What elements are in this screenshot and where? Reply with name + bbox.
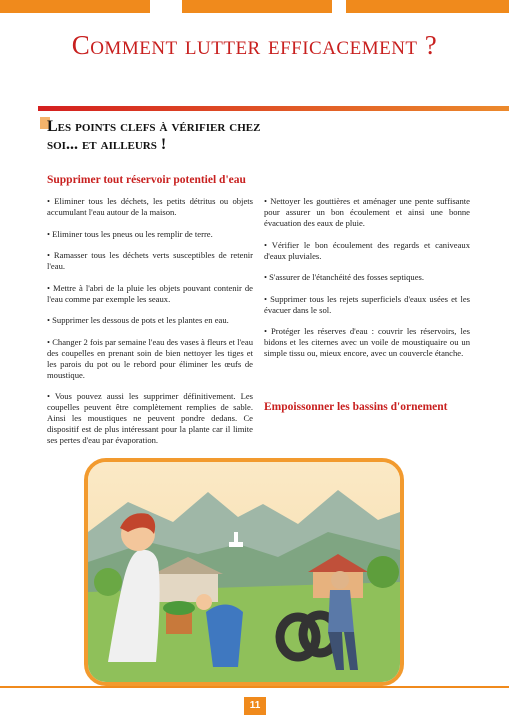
list-item: • Vous pouvez aussi les supprimer définitivement. Les coupelles peuvent être complètement remplies de sable. Ainsi les moustiques ne peuvent pondre dedans. Ce dispositif est de plus intéressant pour la plante car il limite ses pertes d'eau par évaporation. <box>47 391 253 445</box>
list-item: • S'assurer de l'étanchéité des fosses septiques. <box>264 272 425 282</box>
footer-rule <box>0 686 509 688</box>
page-title: Comment lutter efficacement ? <box>71 30 438 60</box>
list-item: • Mettre à l'abri de la pluie les objets pouvant contenir de l'eau comme par exemple les seaux. <box>47 282 253 304</box>
page-number: 11 <box>244 697 266 715</box>
title-divider <box>38 106 509 111</box>
subtitle: Les points clefs à vérifier chez soi... et ailleurs ! <box>47 118 261 153</box>
list-item: • Protéger les réserves d'eau : couvrir les réservoirs, les bidons et les citernes avec un voile de moustiquaire ou un simple tissu ou, mieux encore, avec un couvercle étanche. <box>264 326 470 358</box>
right-column <box>264 196 470 370</box>
list-item: • Supprimer les dessous de pots et les plantes en eau. <box>47 315 229 325</box>
list-item: • Eliminer tous les déchets, les petits détritus ou objets accumulant l'eau autour de la maison. <box>47 196 253 217</box>
top-bar-1 <box>0 0 150 13</box>
list-item: • Supprimer tous les rejets superficiels d'eaux usées et les évacuer dans le sol. <box>264 293 470 315</box>
list-item: • Nettoyer les gouttières et aménager une pente suffisante pour assurer un bon écoulement et ainsi une bonne évacuation des eaux de pluie. <box>264 196 470 228</box>
top-bar-3 <box>346 0 509 13</box>
list-item: • Vérifier le bon écoulement des regards et caniveaux d'eaux pluviales. <box>264 239 470 261</box>
cleanup-illustration <box>84 458 404 686</box>
list-item: • Ramasser tous les déchets verts susceptibles de retenir l'eau. <box>47 250 253 271</box>
section1-heading: Supprimer tout réservoir potentiel d'eau <box>47 174 246 186</box>
top-bar-2 <box>182 0 332 13</box>
section2-heading: Empoissonner les bassins d'ornement <box>264 401 448 413</box>
list-item: • Eliminer tous les pneus ou les remplir de terre. <box>47 228 213 239</box>
left-column <box>47 196 253 457</box>
list-item: • Changer 2 fois par semaine l'eau des vases à fleurs et l'eau des coupelles en prenant soin de bien nettoyer les tiges et les parois du pot ou le rebord pour éliminer les œufs de moustique. <box>47 336 253 380</box>
